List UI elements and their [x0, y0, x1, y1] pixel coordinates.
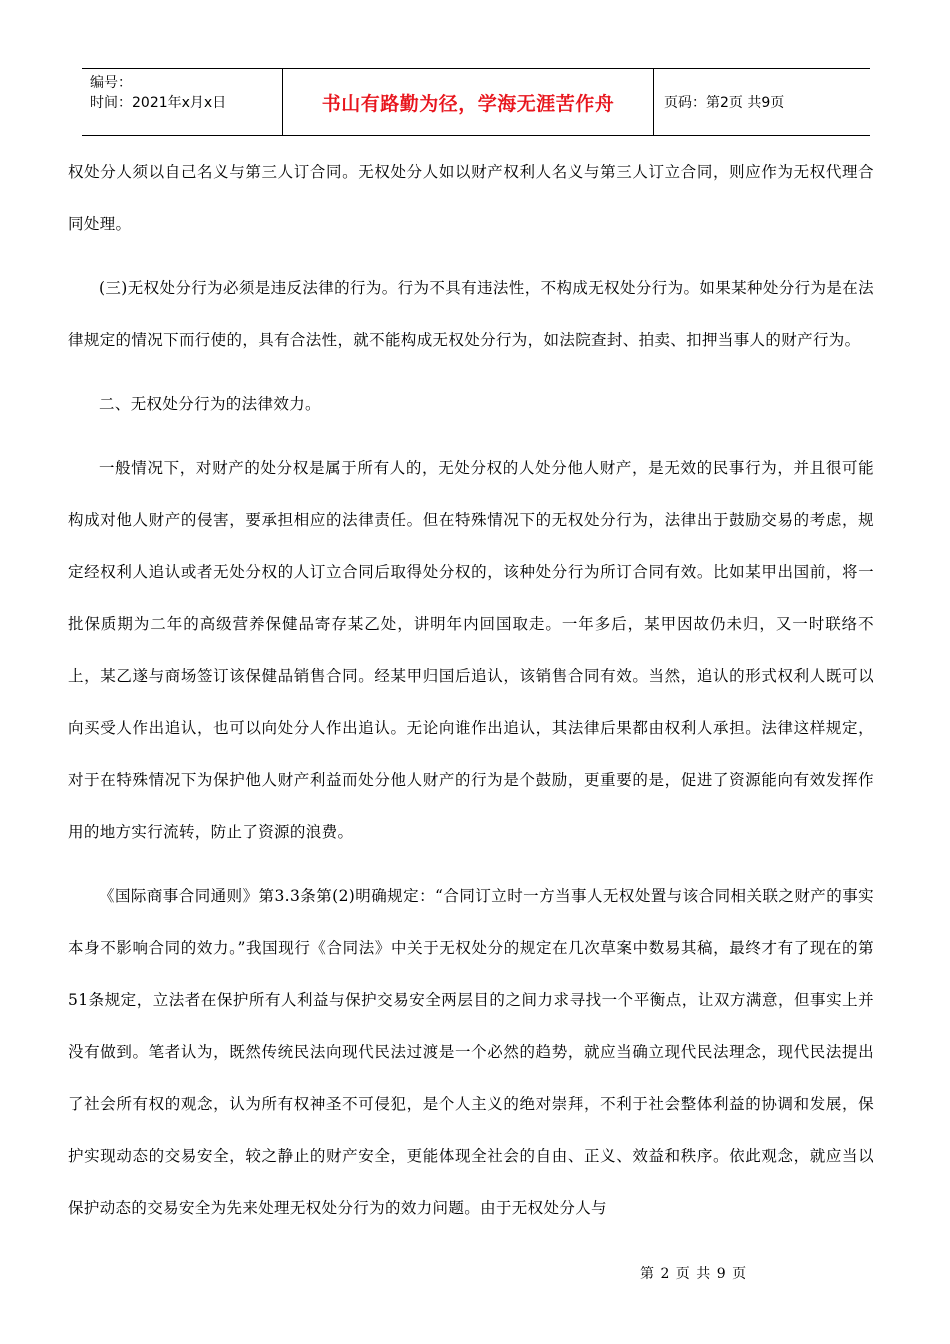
document-date-label: 时间：2021年x月x日 — [90, 95, 227, 111]
header-page-number: 页码：第2页 共9页 — [664, 95, 785, 111]
header-meta — [82, 69, 282, 135]
paragraph-continuation: 权处分人须以自己名义与第三人订合同。无权处分人如以财产权利人名义与第三人订立合同，则应作为无权代理合同处理。 — [68, 163, 874, 233]
paragraph-general-case: 一般情况下，对财产的处分权是属于所有人的，无处分权的人处分他人财产，是无效的民事行为，并且很可能构成对他人财产的侵害，要承担相应的法律责任。但在特殊情况下的无权处分行为，法律出于鼓励交易的考虑，规定经权利人追认或者无处分权的人订立合同后取得处分权的，该种处分行为所订合同有效。比如某甲出国前，将一批保质期为二年的高级营养保健品寄存某乙处，讲明年内回国取走。一年多后，某甲因故仍未归，又一时联络不上，某乙遂与商场签订该保健品销售合同。经某甲归国后追认，该销售合同有效。当然，追认的形式权利人既可以向买受人作出追认，也可以向处分人作出追认。无论向谁作出追认，其法律后果都由权利人承担。法律这样规定，对于在特殊情况下为保护他人财产利益而处分他人财产的行为是个鼓励，更重要的是，促进了资源能向有效发挥作用的地方实行流转，防止了资源的浪费。 — [68, 459, 874, 841]
document-number-label: 编号： — [90, 75, 132, 91]
page-header — [82, 68, 870, 136]
header-page-cell — [654, 69, 870, 135]
section-heading: 二、无权处分行为的法律效力。 — [99, 395, 321, 413]
paragraph-international-rules: 《国际商事合同通则》第3.3条第(2)明确规定：“合同订立时一方当事人无权处置与该合同相关联之财产的事实本身不影响合同的效力。”我国现行《合同法》中关于无权处分的规定在几次草案中数易其稿，最终才有了现在的第51条规定，立法者在保护所有人利益与保护交易安全两层目的之间力求寻找一个平衡点，让双方满意，但事实上并没有做到。笔者认为，既然传统民法向现代民法过渡是一个必然的趋势，就应当确立现代民法理念，现代民法提出了社会所有权的观念，认为所有权神圣不可侵犯，是个人主义的绝对崇拜，不利于社会整体利益的协调和发展，保护实现动态的交易安全，较之静止的财产安全，更能体现全社会的自由、正义、效益和秩序。依此观念，就应当以保护动态的交易安全为先来处理无权处分行为的效力问题。由于无权处分人与 — [68, 887, 874, 1217]
page-footer: 第 2 页 共 9 页 — [640, 1266, 748, 1282]
header-motto: 书山有路勤为径，学海无涯苦作舟 — [321, 92, 615, 115]
paragraph-item-three: (三)无权处分行为必须是违反法律的行为。行为不具有违法性，不构成无权处分行为。如果某种处分行为是在法律规定的情况下而行使的，具有合法性，就不能构成无权处分行为，如法院查封、拍卖、扣押当事人的财产行为。 — [68, 279, 874, 349]
document-body — [68, 146, 874, 1234]
header-motto-cell — [282, 69, 654, 135]
